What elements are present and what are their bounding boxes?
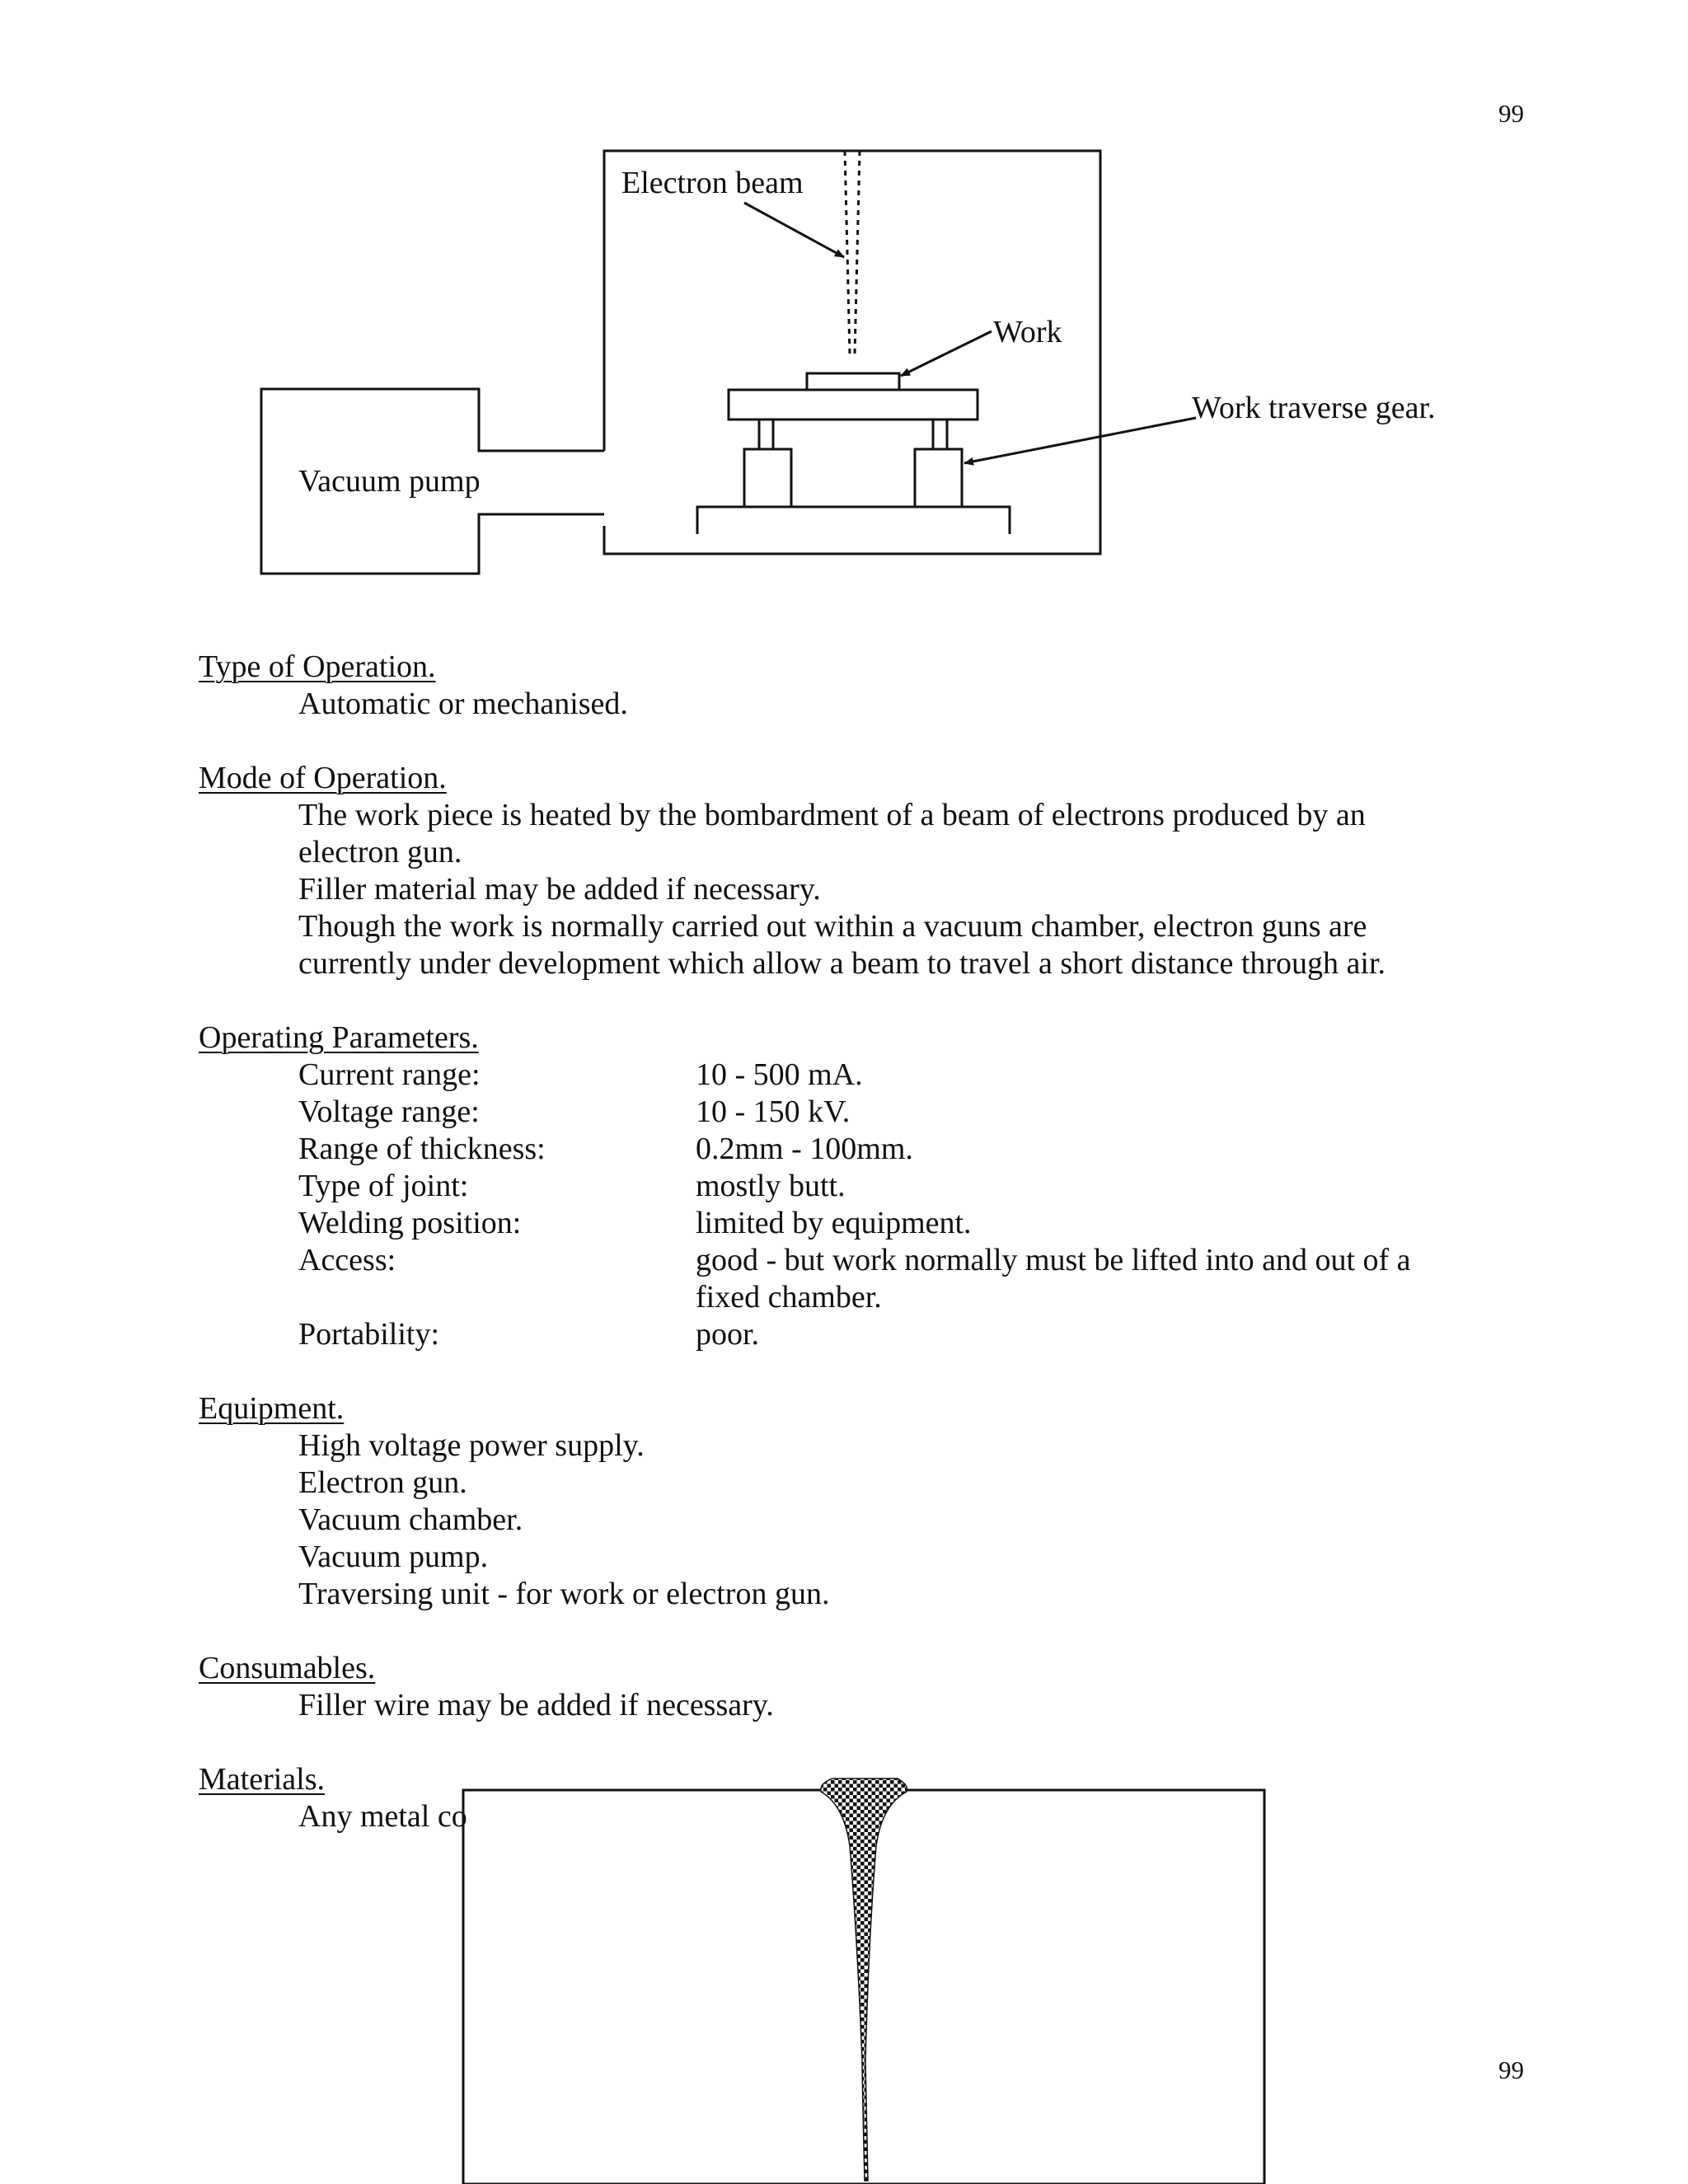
param-label: Range of thickness:: [298, 1132, 546, 1166]
heading-equipment: Equipment.: [199, 1391, 345, 1426]
mode-line: Filler material may be added if necessary.: [298, 872, 821, 907]
param-value: 10 - 150 kV.: [696, 1094, 851, 1129]
electron-beam-line-right: [855, 151, 860, 354]
work-piece: [807, 373, 899, 390]
param-label: Voltage range:: [298, 1094, 480, 1129]
electron-beam-line-left: [845, 151, 850, 354]
arrow-work: [901, 331, 992, 376]
equipment-item: Traversing unit - for work or electron gun.: [298, 1577, 830, 1611]
param-value: mostly butt.: [696, 1169, 846, 1203]
heading-mode-of-operation: Mode of Operation.: [199, 761, 447, 795]
param-label: Current range:: [298, 1057, 481, 1092]
page-number-top: 99: [1498, 99, 1524, 128]
label-electron-beam: Electron beam: [621, 166, 804, 200]
weld-bead-fusion-zone: [821, 1779, 907, 2181]
equipment-item: Vacuum pump.: [298, 1540, 489, 1574]
arrow-work-traverse-gear: [964, 418, 1196, 463]
param-label: Welding position:: [298, 1206, 522, 1240]
weld-cross-section: [463, 1779, 1264, 2184]
heading-materials: Materials.: [199, 1762, 326, 1797]
param-label: Access:: [298, 1243, 396, 1277]
mode-line: The work piece is heated by the bombardment of a beam of electrons produced by an: [298, 798, 1366, 832]
mode-line: Though the work is normally carried out within a vacuum chamber, electron guns are: [298, 909, 1367, 944]
mode-line: currently under development which allow a beam to travel a short distance through air.: [298, 946, 1386, 981]
traverse-base: [697, 507, 1010, 534]
label-work: Work: [993, 315, 1062, 349]
equipment-item: Vacuum chamber.: [298, 1502, 523, 1537]
type-of-operation-line: Automatic or mechanised.: [298, 687, 628, 721]
param-value: good - but work normally must be lifted into and out of a: [696, 1243, 1411, 1277]
page-number-bottom: 99: [1498, 2055, 1524, 2084]
param-value-continued: fixed chamber.: [696, 1280, 882, 1315]
param-label: Type of joint:: [298, 1169, 469, 1203]
materials-line: Any metal co: [298, 1799, 467, 1834]
arrow-electron-beam: [744, 203, 844, 257]
equipment-item: High voltage power supply.: [298, 1428, 645, 1463]
consumables-line: Filler wire may be added if necessary.: [298, 1688, 774, 1722]
heading-operating-parameters: Operating Parameters.: [199, 1020, 479, 1055]
param-value: poor.: [696, 1317, 760, 1352]
param-value: limited by equipment.: [696, 1206, 972, 1240]
label-vacuum-pump: Vacuum pump: [298, 464, 481, 499]
param-label: Portability:: [298, 1317, 439, 1352]
equipment-item: Electron gun.: [298, 1465, 467, 1500]
label-work-traverse-gear: Work traverse gear.: [1192, 391, 1436, 425]
mode-line: electron gun.: [298, 835, 462, 869]
work-table: [729, 390, 978, 419]
traverse-gear-right: [915, 449, 962, 507]
heading-consumables: Consumables.: [199, 1651, 376, 1685]
param-value: 10 - 500 mA.: [696, 1057, 863, 1092]
heading-type-of-operation: Type of Operation.: [199, 649, 436, 684]
traverse-gear-left: [744, 449, 791, 507]
vacuum-chamber-outline: [604, 151, 1100, 554]
param-value: 0.2mm - 100mm.: [696, 1132, 913, 1166]
